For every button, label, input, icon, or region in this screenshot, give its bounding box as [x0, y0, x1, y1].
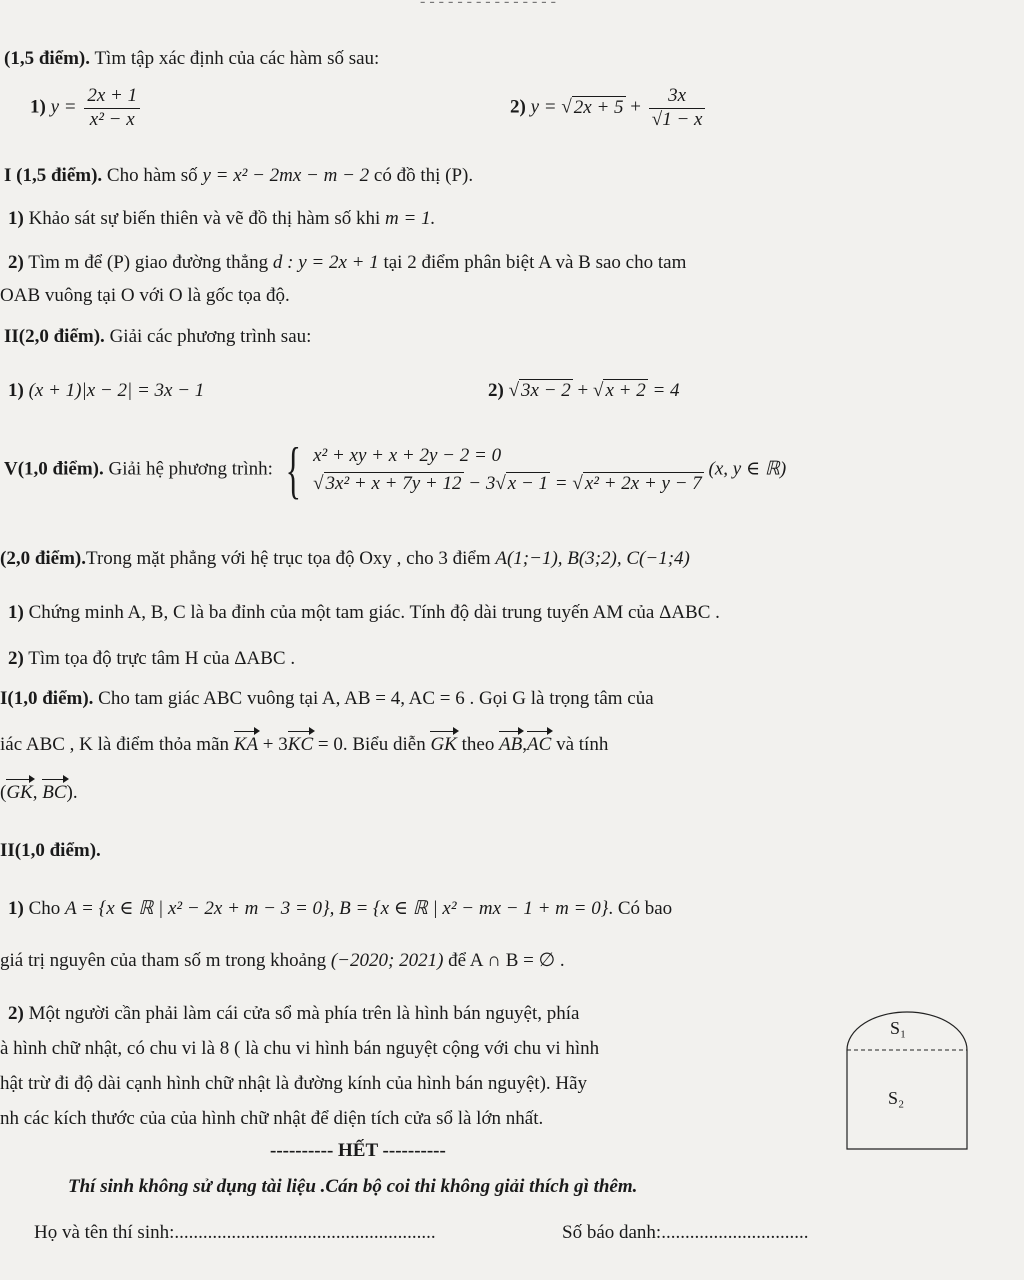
q2-s2-math: d : y = 2x + 1: [272, 252, 379, 273]
q4-eq2: √ 3x² + x + 7y + 12 − 3√ x − 1 = √ x² + 2x + y − 7: [313, 473, 702, 494]
figure-s2-label: S₂: [888, 1088, 905, 1108]
q6-text: Cho tam giác ABC vuông tại A, AB = 4, AC = 6 . Gọi G là trọng tâm của: [98, 688, 654, 709]
q6-line2-b: Biểu diễn: [352, 734, 426, 755]
q6-head: I(1,0 điểm).: [0, 688, 94, 709]
q1-head: (1,5 điểm).: [4, 48, 91, 69]
q2-s1-math: m = 1.: [385, 208, 436, 229]
q2-head: I (1,5 điểm).: [4, 165, 103, 186]
q3-p1-no: 1): [8, 380, 24, 401]
q4-eq2-mid: − 3: [468, 473, 496, 494]
q4-eq2-root3: x² + 2x + y − 7: [584, 473, 702, 494]
q4-line: [4, 434, 787, 505]
q6-plus3: + 3: [262, 734, 288, 755]
q5-s1-text: Chứng minh A, B, C là ba đỉnh của một tam giác. Tính độ dài trung tuyến AM của ΔABC .: [28, 602, 720, 623]
q1-part2: 2) y = √ 2x + 5 + $\frac{3x}{√1 - x}$: [510, 85, 708, 132]
q6-line2-a: iác ABC , K là điểm thỏa mãn: [0, 734, 230, 755]
q7-s2-l2: à hình chữ nhật, có chu vi là 8 ( là chu vi hình bán nguyệt cộng với chu vi hình: [0, 1038, 600, 1059]
q5-s1: [8, 602, 720, 625]
q7-s1-cont-a: giá trị nguyên của tham số m trong khoảng: [0, 950, 327, 971]
q7-s1-math: A = {x ∈ ℝ | x² − 2x + m − 3 = 0}, B = {x ∈ ℝ | x² − mx − 1 + m = 0}: [65, 898, 609, 919]
end-marker: ---------- HẾT ----------: [270, 1140, 446, 1161]
q1-p1-num: 2x + 1: [84, 85, 140, 109]
vector-gk-2: GK: [6, 782, 33, 803]
q3-text: Giải các phương trình sau:: [109, 326, 312, 347]
candidate-name-field: Họ và tên thí sinh:.......................................................: [34, 1222, 436, 1243]
window-diagram: [846, 1010, 968, 1150]
q2-s1: [8, 208, 435, 231]
q7-head-text: II(1,0 điểm).: [0, 840, 101, 861]
q4-text: Giải hệ phương trình:: [108, 458, 273, 480]
q5-s2-text: Tìm tọa độ trực tâm H của ΔABC .: [28, 648, 296, 669]
q7-s2-l4: nh các kích thước của của hình chữ nhật để diện tích cửa sổ là lớn nhất.: [0, 1108, 544, 1129]
vector-ka: KA: [233, 734, 259, 755]
q1-text: Tìm tập xác định của các hàm số sau:: [94, 48, 380, 69]
q7-s1-cont-math: (−2020; 2021): [330, 950, 444, 971]
q6-line: [0, 688, 654, 711]
q3-p2-plus: +: [577, 380, 589, 401]
vector-ab: AB: [499, 734, 523, 755]
figure-s1-label: S₁: [890, 1018, 907, 1038]
q1-p1-den: x² − x: [89, 108, 135, 130]
top-fragment: - - - - - - - - - - - - - - -: [420, 0, 556, 10]
q7-s2-l3: hật trừ đi độ dài cạnh hình chữ nhật là đường kính của hình bán nguyệt). Hãy: [0, 1073, 588, 1094]
q7-s1-text: Cho: [28, 898, 61, 919]
q5-s2-no: 2): [8, 648, 24, 669]
q2-s2-text: Tìm m để (P) giao đường thẳng: [28, 252, 269, 273]
candidate-id-field: Số báo danh:...............................: [562, 1222, 809, 1243]
q3-p2-rhs: = 4: [652, 380, 680, 401]
q7-s2-l1-text: Một người cần phải làm cái cửa sổ mà phía trên là hình bán nguyệt, phía: [28, 1003, 580, 1024]
q6-line3: (GK, BC).: [0, 782, 78, 803]
q6-eq0: = 0.: [317, 734, 348, 755]
q4-brace: {: [285, 434, 301, 505]
q5-s1-no: 1): [8, 602, 24, 623]
q1-p2-lhs: y =: [530, 96, 557, 118]
q3-p2-no: 2): [488, 380, 504, 401]
q2-s2: [8, 252, 686, 275]
q4-domain: (x, y ∈ ℝ): [708, 458, 787, 480]
q7-head: [0, 840, 101, 863]
q2-tail: có đồ thị (P).: [373, 165, 474, 186]
window-figure: [846, 1010, 968, 1150]
q4-head: V(1,0 điểm).: [4, 458, 104, 480]
q1-part1: [30, 85, 143, 132]
q4-eq1: x² + xy + x + 2y − 2 = 0: [313, 444, 502, 466]
vector-ac: AC: [527, 734, 552, 755]
q1-p2-no: 2): [510, 96, 526, 118]
q7-s2-no: 2): [8, 1003, 24, 1024]
q4-eq2-root1: 3x² + x + 7y + 12: [325, 473, 462, 494]
q7-s2-l1: [8, 1003, 579, 1026]
q1-line: [4, 48, 379, 71]
q2-s2-no: 2): [8, 252, 24, 273]
q1-p1-fraction: [84, 85, 140, 132]
q7-s1-tail: . Có bao: [608, 898, 673, 919]
q7-s1-no: 1): [8, 898, 24, 919]
q1-p1-no: 1): [30, 96, 46, 118]
q3-line: [4, 326, 311, 349]
q2-s2-tail: tại 2 điểm phân biệt A và B sao cho tam: [383, 252, 687, 273]
q5-s2: [8, 648, 295, 671]
q3-p2: 2) √ 3x − 2 + √ x + 2 = 4: [488, 380, 680, 401]
q3-head: II(2,0 điểm).: [4, 326, 105, 347]
q5-points: A(1;−1), B(3;2), C(−1;4): [495, 548, 690, 569]
q1-p2-plus: +: [630, 96, 642, 118]
q2-formula: y = x² − 2mx − m − 2: [202, 165, 370, 186]
q7-s1: [8, 898, 672, 921]
q3-p2-root2: x + 2: [605, 380, 646, 401]
q5-line: [0, 548, 690, 571]
vector-bc: BC: [42, 782, 67, 803]
q2-text: Cho hàm số: [106, 165, 198, 186]
q7-s1-cont: [0, 950, 565, 973]
q5-text: Trong mặt phẳng với hệ trục tọa độ Oxy , cho 3 điểm: [86, 548, 491, 569]
q6-line2-c: và tính: [556, 734, 609, 755]
vector-gk: GK: [430, 734, 457, 755]
q3-p1: [8, 380, 204, 403]
q4-eq2-eq: =: [554, 473, 568, 494]
q1-p1-lhs: y =: [50, 96, 77, 118]
q1-p2-den: √1 − x: [651, 108, 703, 130]
q4-system: [313, 442, 704, 499]
q3-p2-root1: 3x − 2: [521, 380, 571, 401]
q7-s1-cont-b: để A ∩ B = ∅ .: [448, 950, 565, 971]
q2-s1-no: 1): [8, 208, 24, 229]
vector-kc: KC: [287, 734, 314, 755]
q2-line: [4, 165, 473, 188]
q4-eq2-root2: x − 1: [507, 473, 549, 494]
q2-s2-cont: OAB vuông tại O với O là gốc tọa độ.: [0, 285, 290, 306]
q1-p2-fraction: [649, 85, 706, 132]
q3-p1-math: (x + 1)|x − 2| = 3x − 1: [28, 380, 205, 401]
q6-line2: [0, 734, 608, 757]
q1-p2-num: 3x: [649, 85, 706, 109]
q1-p2-root: 2x + 5: [573, 96, 624, 118]
q6-theo: theo: [461, 734, 495, 755]
q2-s1-text: Khảo sát sự biến thiên và vẽ đồ thị hàm số khi: [28, 208, 381, 229]
exam-note: Thí sinh không sử dụng tài liệu .Cán bộ coi thi không giải thích gì thêm.: [68, 1176, 638, 1197]
q5-head: (2,0 điểm).: [0, 548, 87, 569]
q6-comma: ,: [522, 734, 528, 755]
